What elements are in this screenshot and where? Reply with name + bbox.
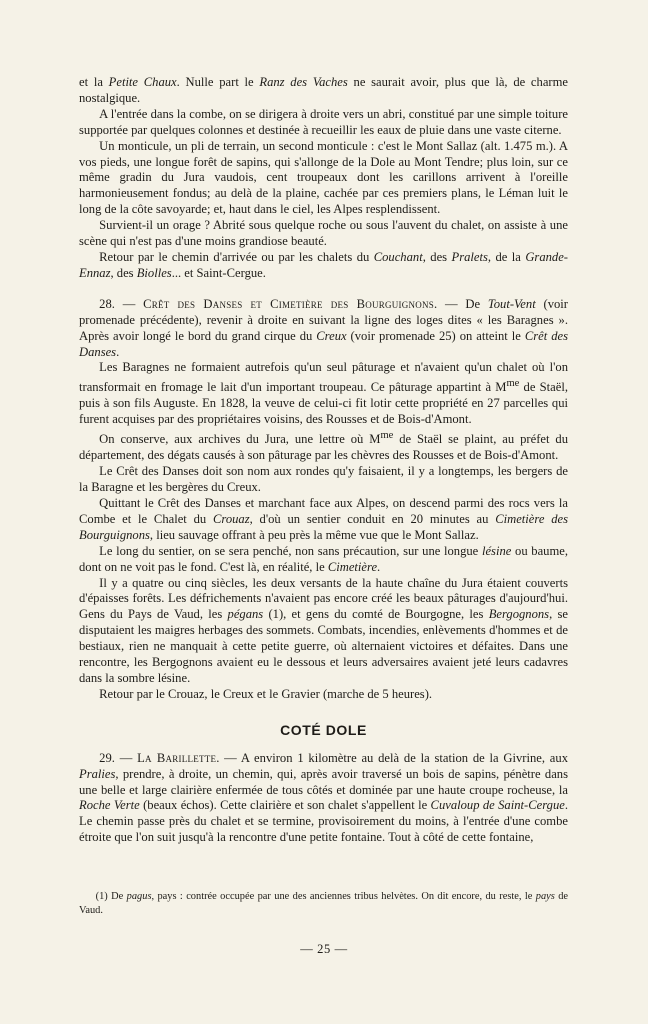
- paragraph: Retour par le Crouaz, le Creux et le Gravier (marche de 5 heures).: [99, 686, 433, 701]
- paragraph: Les Baragnes ne formaient autrefois qu'un seul pâturage et n'avaient qu'un chalet où l'on transformait en fromage le lait d'un important troupeau. Ce pâturage appartint à $M^{me}$ de Staël, puis à son fils Auguste. En 1828, la veuve de celui-ci fit lotir cette propriété en 27 parcelles qui furent acquises par des propriétaires voisins, des Rousses et de Bois-d'Amont.: [79, 360, 568, 427]
- paragraph: Un monticule, un pli de terrain, un second monticule : c'est le Mont Sallaz (alt. 1.475 m.). A vos pieds, une longue forêt de sapins, qui s'allonge de la Dole au Mont Tendre; plus loin, sur ce même gradin du Jura vaudois, cent troupeaux dont les carillons arrivent à l'oreille harmonieusement fondus; au delà de la plaine, cachée par ces premiers plans, le Léman luit le long de la côte savoyarde; et, haut dans le ciel, les Alpes resplendissent.: [79, 138, 568, 217]
- paragraph: Le long du sentier, on se sera penché, non sans précaution, sur une longue lésine ou baume, dont on ne voit pas le fond. C'est là, en réalité, le Cimetière.: [79, 543, 569, 574]
- page-number: — 25 —: [300, 942, 348, 956]
- paragraph: On conserve, aux archives du Jura, une lettre où $M^{me}$ de Staël se plaint, au préfet du département, des dégats causés à son pâturage par les chèvres des Rousses et de Bois-d'Amont.: [79, 430, 568, 463]
- paragraph: Survient-il un orage ? Abrité sous quelque roche ou sous l'auvent du chalet, on assiste à une scène qui n'est pas d'une moins grandiose beauté.: [79, 218, 568, 249]
- paragraph: Retour par le chemin d'arrivée ou par les chalets du Couchant, des Pralets, de la Grande-Ennaz, des Biolles... et Saint-Cergue.: [79, 249, 568, 280]
- section-title: Crêt des Danses et Cimetière des Bourguignons: [143, 296, 435, 311]
- footnote: (1) De pagus, pays : contrée occupée par une des anciennes tribus helvètes. On dit encore, du reste, le pays de Vaud.: [79, 891, 568, 916]
- paragraph: Il y a quatre ou cinq siècles, les deux versants de la haute chaîne du Jura étaient couverts d'épaisses forêts. Les défrichements n'avaient pas encore créé les beaux pâturages d'aujourd'hui. Gens du Pays de Vaud, les pégans (1), et gens du comté de Bourgogne, les Bergognons, se disputaient les maigres herbages des sommets. Combats, incendies, enlèvements d'hommes et de bestiaux, rien ne manquait à cette petite guerre, où alternaient victoires et défaites. Dans une rencontre, les Bergognons avaient eu le dessous et leurs adversaires avaient jeté leurs cadavres dans la sombre lésine.: [79, 575, 568, 685]
- paragraph: Quittant le Crêt des Danses et marchant face aux Alpes, on descend parmi des rocs vers la Combe et le Chalet du Crouaz, d'où un sentier conduit en 20 minutes au Cimetière des Bourguignons, lieu sauvage offrant à peu près la même vue que le Mont Sallaz.: [79, 496, 568, 542]
- paragraph: A l'entrée dans la combe, on se dirigera à droite vers un abri, constitué par une simple toiture supportée par quelques colonnes et destinée à recueillir les eaux de pluie dans une vaste citerne.: [79, 106, 568, 137]
- section-heading: COTÉ DOLE: [280, 721, 367, 738]
- section-title: La Barillette: [137, 750, 217, 765]
- section-29: 29. — La Barillette. — A environ 1 kilomètre au delà de la station de la Givrine, aux Pralies, prendre, à droite, un chemin, qui, après avoir traversé un bois de sapins, pénètre dans une belle et large clairière enfermée de tous côtés et dominée par une haute croupe rocheuse, la Roche Verte (beaux échos). Cette clairière et son chalet s'appellent le Cuvaloup de Saint-Cergue. Le chemin passe près du chalet et se termine, provisoirement du moins, à l'entrée d'une combe étroite que l'on suit jusqu'à la rencontre d'une petite fontaine. Tout à côté de cette fontaine,: [79, 750, 568, 845]
- section-28: 28. — Crêt des Danses et Cimetière des Bourguignons. — De Tout-Vent (voir promenade précédente), revenir à droite en suivant la ligne des loges dites « les Baragnes ». Après avoir longé le bord du grand cirque du Creux (voir promenade 25) on atteint le Crêt des Danses.: [79, 296, 568, 359]
- paragraph: Le Crêt des Danses doit son nom aux rondes qu'y faisaient, il y a longtemps, les bergers de la Baragne et les bergères du Creux.: [79, 464, 568, 495]
- paragraph: et la Petite Chaux. Nulle part le Ranz des Vaches ne saurait avoir, plus que là, de charme nostalgique.: [79, 75, 568, 105]
- body-text: [79, 75, 568, 846]
